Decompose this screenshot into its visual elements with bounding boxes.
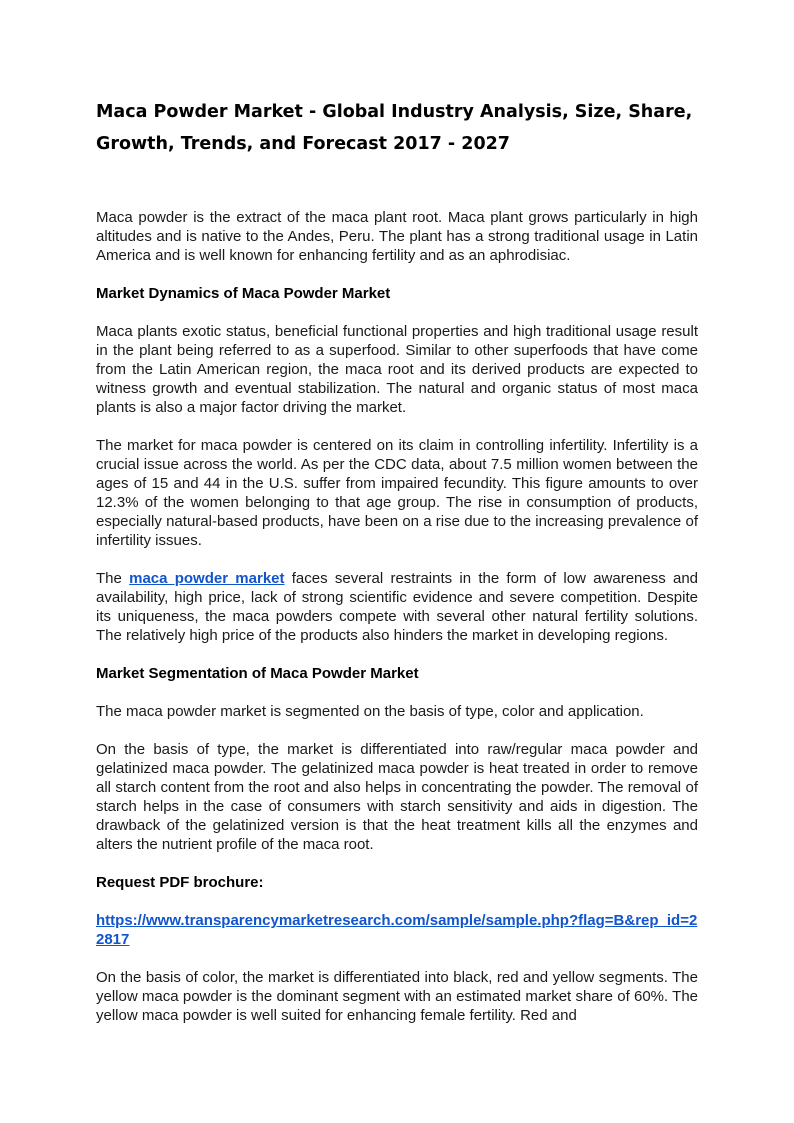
brochure-heading: Request PDF brochure: bbox=[96, 874, 264, 891]
dynamics-paragraph-2: The market for maca powder is centered on its claim in controlling infertility. Infertility is a crucial issue across the world. As per the CDC data, about 7.5 million women between the ages of 15 and 44 in the U.S. suffer from impaired fecundity. This figure amounts to over 12.3% of the women belonging to that age group. The rise in consumption of products, especially natural-based products, have been on a rise due to the increasing prevalence of infertility issues. bbox=[96, 437, 698, 549]
maca-powder-market-link[interactable]: maca powder market bbox=[129, 570, 285, 587]
restraints-prefix: The bbox=[96, 570, 130, 587]
segmentation-heading: Market Segmentation of Maca Powder Market bbox=[96, 665, 419, 682]
segmentation-paragraph-2: On the basis of type, the market is differentiated into raw/regular maca powder and gelatinized maca powder. The gelatinized maca powder is heat treated in order to remove all starch content from the root and also helps in concentrating the powder. The removal of starch helps in the case of consumers with starch sensitivity and aids in digestion. The drawback of the gelatinized version is that the heat treatment kills all the enzymes and alters the nutrient profile of the maca root. bbox=[96, 741, 698, 853]
dynamics-heading: Market Dynamics of Maca Powder Market bbox=[96, 285, 391, 302]
dynamics-paragraph-1: Maca plants exotic status, beneficial functional properties and high traditional usage result in the plant being referred to as a superfood. Similar to other superfoods that have come from the Latin American region, the maca root and its derived products are expected to witness growth and eventual stabilization. The natural and organic status of most maca plants is also a major factor driving the market. bbox=[96, 323, 698, 416]
color-segment-paragraph: On the basis of color, the market is differentiated into black, red and yellow segments. The yellow maca powder is the dominant segment with an estimated market share of 60%. The yellow maca powder is well suited for enhancing female fertility. Red and bbox=[96, 969, 698, 1024]
page-title: Maca Powder Market - Global Industry Analysis, Size, Share, Growth, Trends, and Forecast 2017 - 2027 bbox=[96, 102, 693, 154]
document-body bbox=[96, 208, 698, 1044]
intro-paragraph: Maca powder is the extract of the maca plant root. Maca plant grows particularly in high altitudes and is native to the Andes, Peru. The plant has a strong traditional usage in Latin America and is well known for enhancing fertility and as an aphrodisiac. bbox=[96, 209, 698, 264]
brochure-link-paragraph bbox=[96, 911, 698, 949]
brochure-link[interactable]: https://www.transparencymarketresearch.com/sample/sample.php?flag=B&rep_id=22817 bbox=[96, 912, 698, 948]
restraints-paragraph bbox=[96, 569, 698, 645]
segmentation-paragraph-1: The maca powder market is segmented on the basis of type, color and application. bbox=[96, 703, 644, 720]
restraints-suffix: faces several restraints in the form of low awareness and availability, high price, lack of strong scientific evidence and severe competition. Despite its uniqueness, the maca powders compete with several other natural fertility solutions. The relatively high price of the products also hinders the market in developing regions. bbox=[96, 570, 699, 644]
